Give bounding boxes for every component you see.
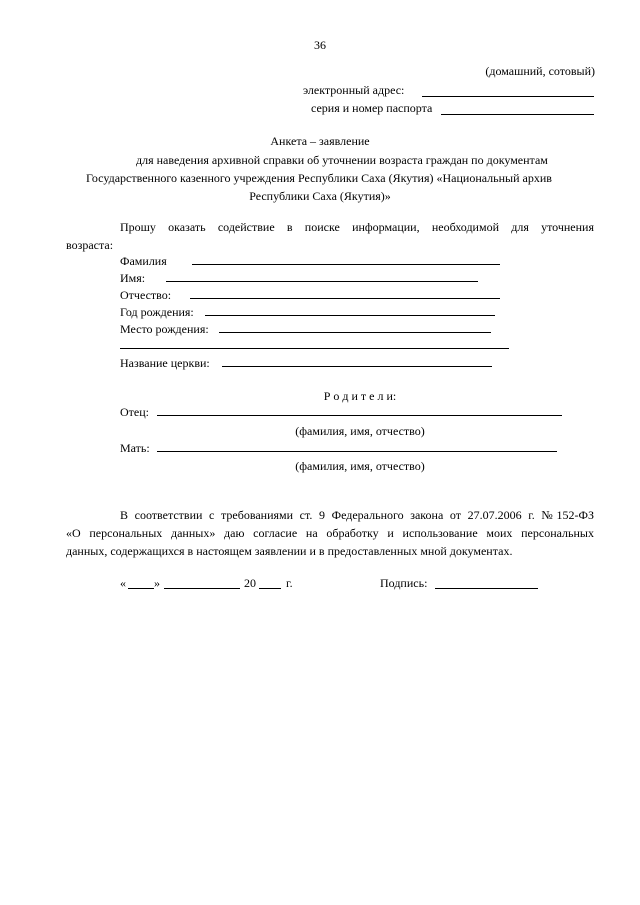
passport-field[interactable] [441, 114, 594, 115]
patronymic-field[interactable] [190, 298, 500, 299]
page-number: 36 [314, 38, 326, 52]
email-field[interactable] [422, 96, 594, 97]
form-subtitle-line2: Государственного казенного учреждения Республики Саха (Якутия) «Национальный архив [86, 171, 552, 185]
church-field[interactable] [222, 366, 492, 367]
surname-label: Фамилия [120, 254, 167, 268]
surname-field[interactable] [192, 264, 500, 265]
date-day-field[interactable] [128, 588, 154, 589]
form-subtitle-line3: Республики Саха (Якутия)» [249, 189, 391, 203]
consent-line2: «О персональных данных» даю согласие на обработку и использование моих персональных [66, 526, 594, 540]
email-label: электронный адрес: [303, 83, 405, 97]
father-label: Отец: [120, 405, 149, 419]
parents-heading: Р о д и т е л и: [323, 389, 397, 403]
request-line2: возраста: [66, 238, 114, 252]
father-hint: (фамилия, имя, отчество) [295, 424, 425, 438]
birth-place-field-extra[interactable] [120, 348, 509, 349]
birth-year-field[interactable] [205, 315, 495, 316]
patronymic-label: Отчество: [120, 288, 172, 302]
signature-label: Подпись: [380, 576, 428, 590]
birth-year-label: Год рождения: [120, 305, 194, 319]
mother-label: Мать: [120, 441, 150, 455]
consent-line1: В соответствии с требованиями ст. 9 Федерального закона от 27.07.2006 г. №152-ФЗ [120, 508, 594, 522]
phone-hint: (домашний, сотовый) [485, 64, 595, 78]
consent-line3: данных, содержащихся в настоящем заявлении и в предоставленных мной документах. [66, 544, 513, 558]
mother-field[interactable] [157, 451, 557, 452]
church-label: Название церкви: [120, 356, 210, 370]
date-month-field[interactable] [164, 588, 240, 589]
birth-place-field[interactable] [219, 332, 491, 333]
name-label: Имя: [120, 271, 146, 285]
year-suffix: г. [286, 576, 293, 590]
date-year-field[interactable] [259, 588, 281, 589]
birth-place-label: Место рождения: [120, 322, 209, 336]
date-close-quote: » [154, 576, 160, 590]
form-subtitle-line1: для наведения архивной справки об уточнении возраста граждан по документам [136, 153, 548, 167]
signature-field[interactable] [435, 588, 538, 589]
name-field[interactable] [166, 281, 478, 282]
form-title: Анкета – заявление [270, 134, 370, 148]
mother-hint: (фамилия, имя, отчество) [295, 459, 425, 473]
request-line1: Прошу оказать содействие в поиске информации, необходимой для уточнения [120, 220, 594, 234]
year-prefix: 20 [244, 576, 256, 590]
date-open-quote: « [120, 576, 126, 590]
passport-label: серия и номер паспорта [311, 101, 433, 115]
father-field[interactable] [157, 415, 562, 416]
